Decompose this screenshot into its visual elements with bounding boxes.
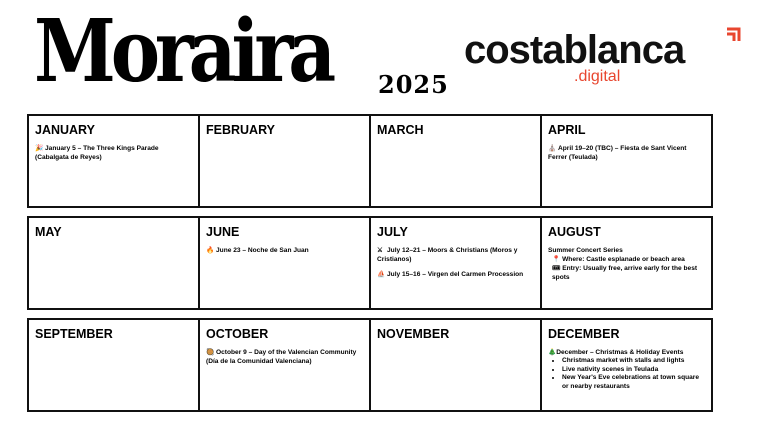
event-item	[35, 144, 192, 162]
list-item: • Live nativity scenes in Teulada	[562, 366, 705, 375]
month-cell-october	[198, 320, 369, 410]
boat-icon: ⛵	[377, 271, 386, 278]
event-text: January 5 – The Three Kings Parade (Cabalgata de Reyes)	[35, 145, 159, 161]
page-title: Moraira	[34, 1, 331, 102]
costablanca-logo	[464, 26, 754, 100]
event-heading: Summer Concert Series	[548, 247, 623, 254]
pin-icon: 📍	[552, 256, 561, 263]
event-text: June 23 – Noche de San Juan	[216, 247, 309, 254]
event-text: Entry: Usually free, arrive early for the best spots	[552, 265, 698, 281]
event-detail	[548, 264, 705, 282]
event-text: April 19–20 (TBC) – Fiesta de Sant Vicent Ferrer (Teulada)	[548, 145, 687, 161]
corner-arrow-icon	[724, 26, 742, 44]
month-cell-may	[29, 218, 198, 308]
event-item	[377, 270, 534, 279]
month-title: MAY	[35, 225, 62, 239]
event-heading	[548, 348, 705, 357]
month-title: APRIL	[548, 123, 586, 137]
party-icon: 🎉	[35, 145, 44, 152]
month-cell-december	[540, 320, 711, 410]
month-cell-november	[369, 320, 540, 410]
quarter-row-3	[27, 318, 713, 412]
paella-icon: 🥘	[206, 349, 215, 356]
month-title: OCTOBER	[206, 327, 269, 341]
month-title: MARCH	[377, 123, 424, 137]
event-text: July 12–21 – Moors & Christians (Moros y Cristianos)	[377, 247, 518, 263]
fire-icon: 🔥	[206, 247, 215, 254]
month-title: DECEMBER	[548, 327, 620, 341]
event-item	[377, 246, 534, 264]
month-title: JULY	[377, 225, 408, 239]
quarter-row-1	[27, 114, 713, 208]
logo-subtext: .digital	[574, 68, 621, 85]
event-item	[206, 246, 363, 255]
event-text: Where: Castle esplanade or beach area	[562, 256, 685, 263]
month-cell-july	[369, 218, 540, 308]
year-label: 2025	[378, 70, 449, 99]
month-cell-august	[540, 218, 711, 308]
event-text: July 15–16 – Virgen del Carmen Procession	[387, 271, 524, 278]
month-title: FEBRUARY	[206, 123, 275, 137]
month-cell-june	[198, 218, 369, 308]
swords-icon: ⚔	[377, 247, 383, 254]
church-icon: ⛪	[548, 145, 557, 152]
list-item: • New Year's Eve celebrations at town square or nearby restaurants	[562, 374, 705, 391]
ticket-icon: 🎟	[552, 265, 561, 272]
month-cell-march	[369, 116, 540, 206]
list-item: • Christmas market with stalls and lights	[562, 357, 705, 366]
month-cell-april	[540, 116, 711, 206]
month-title: NOVEMBER	[377, 327, 450, 341]
event-item	[206, 348, 363, 366]
event-text: October 9 – Day of the Valencian Community (Día de la Comunidad Valenciana)	[206, 349, 357, 365]
event-item	[548, 144, 705, 162]
month-cell-february	[198, 116, 369, 206]
month-title: AUGUST	[548, 225, 601, 239]
logo-wordmark: costablanca	[464, 28, 685, 72]
event-bullet-list	[548, 357, 705, 391]
month-cell-september	[29, 320, 198, 410]
event-text: December – Christmas & Holiday Events	[556, 349, 684, 356]
month-title: JANUARY	[35, 123, 95, 137]
month-title: SEPTEMBER	[35, 327, 113, 341]
christmas-tree-icon: 🎄	[548, 349, 557, 356]
month-title: JUNE	[206, 225, 240, 239]
quarter-row-2	[27, 216, 713, 310]
event-detail	[548, 255, 705, 264]
month-cell-january	[29, 116, 198, 206]
